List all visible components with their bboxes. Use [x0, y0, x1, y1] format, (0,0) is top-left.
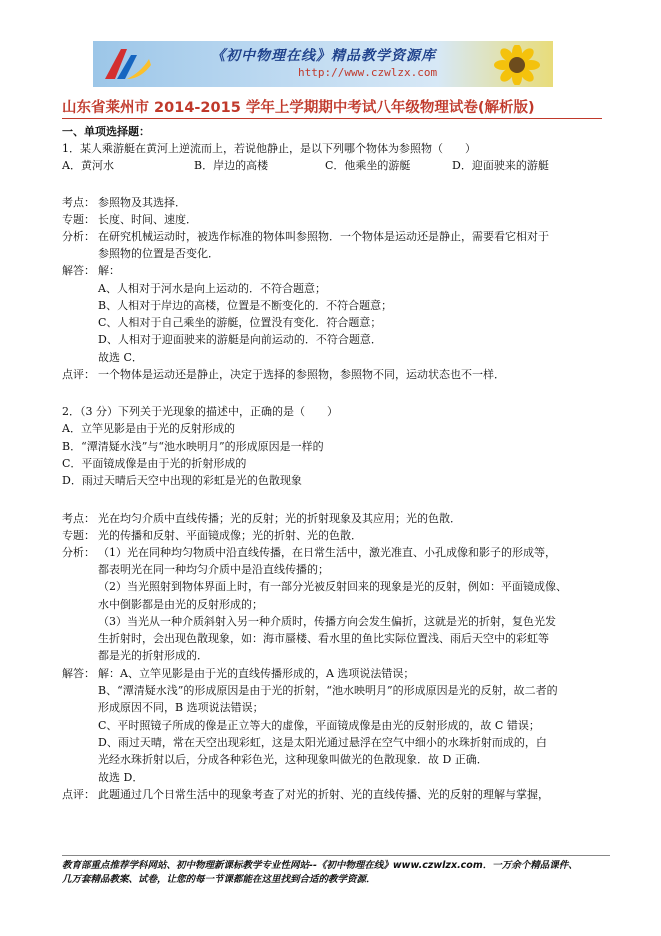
q1-option-a: A．黄河水	[62, 159, 114, 172]
section-heading: 一、单项选择题：	[62, 125, 150, 138]
title-underline	[62, 118, 602, 119]
q1-fenxi-line: 在研究机械运动时，被选作标准的物体叫参照物．一个物体是运动还是静止，需要看它相对于	[98, 230, 549, 243]
q2-option-b: B．“潭清疑水浅”与“池水映明月”的形成原因是一样的	[62, 440, 324, 453]
q1-jieda-line: A、人相对于河水是向上运动的．不符合题意；	[98, 282, 326, 295]
q2-fenxi-line: 都是光的折射形成的．	[98, 649, 208, 662]
q2-fenxi-label: 分析：	[62, 546, 95, 559]
q2-fenxi-line: 生折射时，会出现色散现象，如：海市蜃楼、看水里的鱼比实际位置浅、雨后天空中的彩虹等	[98, 632, 549, 645]
sunflower-icon	[487, 45, 547, 85]
q2-fenxi-line: 都表明光在同一种均匀介质中是沿直线传播的；	[98, 563, 329, 576]
q1-dianping-label: 点评：	[62, 368, 95, 381]
q1-option-c: C．他乘坐的游艇	[325, 159, 411, 172]
q1-kaodian: 参照物及其选择．	[98, 196, 186, 209]
q1-stem: 1．某人乘游艇在黄河上逆流而上，若说他静止，是以下列哪个物体为参照物（ ）	[62, 142, 476, 155]
q1-dianping: 一个物体是运动还是静止，决定于选择的参照物，参照物不同，运动状态也不一样．	[98, 368, 505, 381]
q2-fenxi-line: （1）光在同种均匀物质中沿直线传播，在日常生活中，激光准直、小孔成像和影子的形成等，	[98, 546, 556, 559]
q2-answer: 故选 D．	[98, 771, 144, 784]
q1-kaodian-label: 考点：	[62, 196, 95, 209]
q2-jieda-line: C、平时照镜子所成的像是正立等大的虚像，平面镜成像是由光的反射形成的，故 C 错误；	[98, 719, 540, 732]
q2-jieda-line: B、“潭清疑水浅”的形成原因是由于光的折射，“池水映明月”的形成原因是光的反射，故二者的	[98, 684, 558, 697]
banner-url: http://www.czwlzx.com	[298, 66, 438, 79]
footer-divider	[62, 855, 610, 856]
q2-zhuanti: 光的传播和反射、平面镜成像；光的折射、光的色散．	[98, 529, 362, 542]
q2-kaodian: 光在均匀介质中直线传播；光的反射；光的折射现象及其应用；光的色散．	[98, 512, 461, 525]
q2-stem: 2．（3 分）下列关于光现象的描述中，正确的是（ ）	[62, 405, 338, 418]
site-logo	[101, 45, 153, 83]
q1-jieda-line: D、人相对于迎面驶来的游艇是向前运动的．不符合题意．	[98, 333, 382, 346]
q2-option-d: D．雨过天晴后天空中出现的彩虹是光的色散现象	[62, 474, 302, 487]
q2-dianping-label: 点评：	[62, 788, 95, 801]
q2-jieda-line: 形成原因不同，B 选项说法错误；	[98, 701, 264, 714]
q2-jieda-line: D、雨过天晴，常在天空出现彩虹，这是太阳光通过悬浮在空气中细小的水珠折射而成的，白	[98, 736, 547, 749]
q2-fenxi-line: 水中倒影都是由光的反射形成的；	[98, 598, 263, 611]
q2-kaodian-label: 考点：	[62, 512, 95, 525]
q2-jieda-label: 解答：	[62, 667, 95, 680]
q1-jieda-line: C、人相对于自己乘坐的游艇，位置没有变化．符合题意；	[98, 316, 382, 329]
q1-option-d: D．迎面驶来的游艇	[452, 159, 549, 172]
q2-zhuanti-label: 专题：	[62, 529, 95, 542]
q1-jieda-line: B、人相对于岸边的高楼，位置是不断变化的．不符合题意；	[98, 299, 393, 312]
q1-zhuanti-label: 专题：	[62, 213, 95, 226]
q2-jieda-line: 光经水珠折射以后，分成各种彩色光，这种现象叫做光的色散现象．故 D 正确．	[98, 753, 488, 766]
q1-jie: 解：	[98, 264, 120, 277]
q1-fenxi-line: 参照物的位置是否变化．	[98, 247, 219, 260]
q2-jieda-line: 解：A、立竿见影是由于光的直线传播形成的，A 选项说法错误；	[98, 667, 415, 680]
q2-dianping: 此题通过几个日常生活中的现象考查了对光的折射、光的直线传播、光的反射的理解与掌握，	[98, 788, 549, 801]
footer-line: 教育部重点推荐学科网站、初中物理新课标教学专业性网站--《初中物理在线》www.czwlzx.com．一万余个精品课件、	[62, 860, 578, 871]
q1-option-b: B．岸边的高楼	[194, 159, 269, 172]
page-footer	[62, 859, 610, 887]
q1-zhuanti: 长度、时间、速度．	[98, 213, 197, 226]
q1-fenxi-label: 分析：	[62, 230, 95, 243]
q2-option-c: C．平面镜成像是由于光的折射形成的	[62, 457, 247, 470]
footer-line: 几万套精品教案、试卷，让您的每一节课都能在这里找到合适的教学资源．	[62, 874, 376, 885]
q2-option-a: A．立竿见影是由于光的反射形成的	[62, 422, 235, 435]
header-banner	[93, 41, 553, 87]
banner-title: 《初中物理在线》精品教学资源库	[211, 48, 436, 64]
q2-fenxi-line: （3）当光从一种介质斜射入另一种介质时，传播方向会发生偏折，这就是光的折射，复色光发	[98, 615, 556, 628]
document-title: 山东省莱州市 2014-2015 学年上学期期中考试八年级物理试卷(解析版)	[62, 100, 535, 116]
q2-fenxi-line: （2）当光照射到物体界面上时，有一部分光被反射回来的现象是光的反射，例如：平面镜成像、	[98, 580, 567, 593]
q1-jieda-label: 解答：	[62, 264, 95, 277]
q1-answer: 故选 C．	[98, 351, 143, 364]
